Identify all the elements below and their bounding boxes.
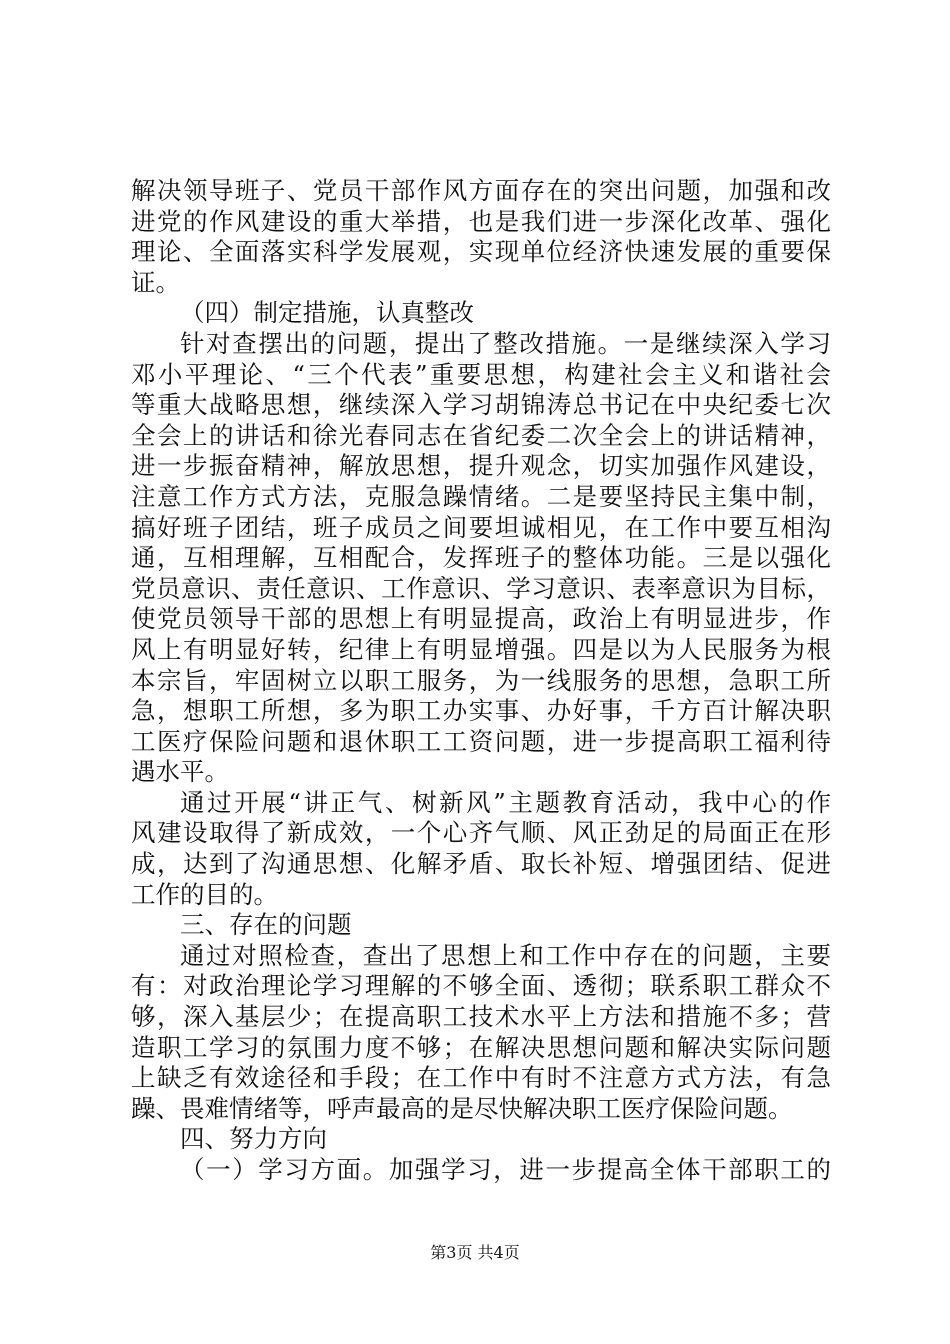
body-line: 够，深入基层少；在提高职工技术水平上方法和措施不多；营	[131, 1002, 831, 1032]
body-line: 邓小平理论、“三个代表”重要思想，构建社会主义和谐社会	[131, 359, 831, 389]
body-line: 等重大战略思想，继续深入学习胡锦涛总书记在中央纪委七次	[131, 390, 831, 420]
body-line: 使党员领导干部的思想上有明显提高，政治上有明显进步，作	[131, 604, 831, 634]
body-line: 上缺乏有效途径和手段；在工作中有时不注意方式方法，有急	[131, 1063, 831, 1093]
body-line: 躁、畏难情绪等，呼声最高的是尽快解决职工医疗保险问题。	[131, 1093, 793, 1123]
paragraph-first-line: 通过对照检查，查出了思想上和工作中存在的问题，主要	[180, 940, 831, 970]
document-body	[131, 176, 831, 1186]
body-line: 本宗旨，牢固树立以职工服务，为一线服务的思想，急职工所	[131, 665, 831, 695]
body-line: 全会上的讲话和徐光春同志在省纪委二次全会上的讲话精神，	[131, 420, 831, 450]
body-line: 造职工学习的氛围力度不够；在解决思想问题和解决实际问题	[131, 1032, 831, 1062]
section-heading: （四）制定措施，认真整改	[180, 298, 474, 328]
body-line: 证。	[131, 267, 180, 297]
section-heading: 三、存在的问题	[180, 910, 352, 940]
body-line: 进党的作风建设的重大举措，也是我们进一步深化改革、强化	[131, 206, 831, 236]
body-line: 通，互相理解，互相配合，发挥班子的整体功能。三是以强化	[131, 543, 831, 573]
body-line: 搞好班子团结，班子成员之间要坦诚相见，在工作中要互相沟	[131, 512, 831, 542]
body-line: 注意工作方式方法，克服急躁情绪。二是要坚持民主集中制，	[131, 481, 831, 511]
body-line: 党员意识、责任意识、工作意识、学习意识、表率意识为目标，	[131, 573, 831, 603]
body-line: 急，想职工所想，多为职工办实事、办好事，千方百计解决职	[131, 696, 831, 726]
paragraph-first-line: （一）学习方面。加强学习，进一步提高全体干部职工的	[180, 1155, 831, 1184]
paragraph-first-line: 通过开展“讲正气、树新风”主题教育活动，我中心的作	[180, 787, 831, 817]
body-line: 进一步振奋精神，解放思想，提升观念，切实加强作风建设，	[131, 451, 831, 481]
body-line: 遇水平。	[131, 757, 229, 787]
body-line: 成，达到了沟通思想、化解矛盾、取长补短、增强团结、促进	[131, 849, 831, 879]
body-line: 风上有明显好转，纪律上有明显增强。四是以为人民服务为根	[131, 634, 831, 664]
body-line: 工作的目的。	[131, 879, 278, 909]
section-heading: 四、努力方向	[180, 1124, 327, 1154]
body-line: 理论、全面落实科学发展观，实现单位经济快速发展的重要保	[131, 237, 831, 267]
body-line: 风建设取得了新成效，一个心齐气顺、风正劲足的局面正在形	[131, 818, 831, 848]
body-line: 有：对政治理论学习理解的不够全面、透彻；联系职工群众不	[131, 971, 831, 1001]
paragraph-first-line: 针对查摆出的问题，提出了整改措施。一是继续深入学习	[180, 328, 831, 358]
body-line: 解决领导班子、党员干部作风方面存在的突出问题，加强和改	[131, 176, 831, 205]
body-line: 工医疗保险问题和退休职工工资问题，进一步提高职工福利待	[131, 726, 831, 756]
page-footer: 第3页 共4页	[430, 1243, 520, 1262]
